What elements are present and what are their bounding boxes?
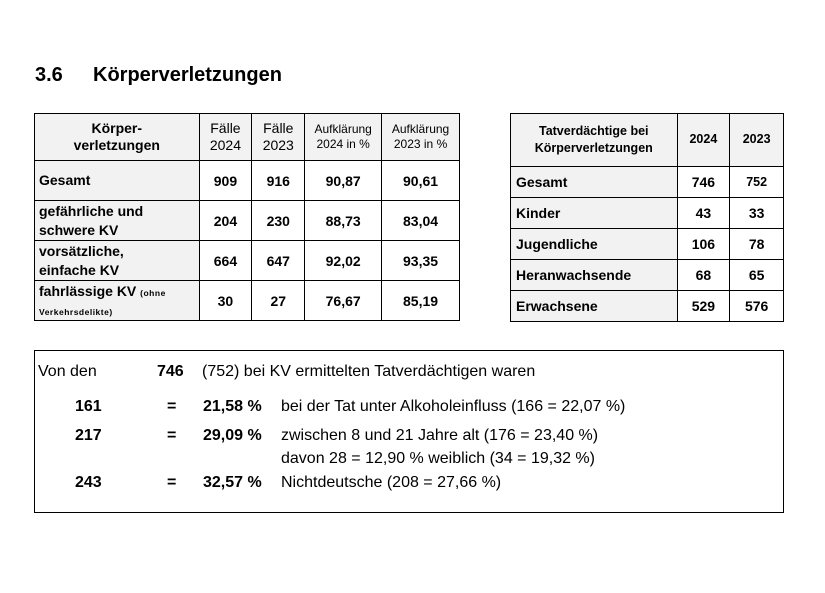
page-title: [35, 64, 282, 87]
header-suspects: Tatverdächtige bei Körperverletzungen: [511, 114, 678, 167]
header-aufklaerung-2023: Aufklärung 2023 in %: [382, 114, 460, 161]
summary-percent: 32,57 %: [203, 474, 262, 491]
cell-2024: 746: [677, 167, 730, 198]
row-label: vorsätzliche, einfache KV: [35, 241, 200, 281]
cell-2024: 529: [677, 291, 730, 322]
summary-intro-label: Von den: [38, 363, 97, 380]
summary-count: 217: [75, 427, 102, 444]
row-label: Erwachsene: [511, 291, 678, 322]
summary-percent: 21,58 %: [203, 398, 262, 415]
summary-count: 161: [75, 398, 102, 415]
cases-table: [34, 113, 460, 321]
table-row: [35, 201, 460, 241]
summary-text: zwischen 8 und 21 Jahre alt (176 = 23,40 %): [281, 427, 599, 444]
cell-aufklaerung-2023: 85,19: [382, 281, 460, 321]
cell-2023: 576: [730, 291, 784, 322]
cell-2024: 43: [677, 198, 730, 229]
cell-faelle-2024: 909: [199, 161, 252, 201]
cell-2023: 65: [730, 260, 784, 291]
header-2024: 2024: [677, 114, 730, 167]
cell-2023: 78: [730, 229, 784, 260]
cell-2024: 106: [677, 229, 730, 260]
header-category: Körper- verletzungen: [35, 114, 200, 161]
cell-faelle-2024: 30: [199, 281, 252, 321]
suspects-table-header: [511, 114, 784, 167]
row-label: Jugendliche: [511, 229, 678, 260]
cell-faelle-2023: 230: [252, 201, 305, 241]
cell-aufklaerung-2024: 90,87: [305, 161, 382, 201]
row-label: Kinder: [511, 198, 678, 229]
table-row: [35, 161, 460, 201]
table-row: [511, 167, 784, 198]
header-aufklaerung-2024: Aufklärung 2024 in %: [305, 114, 382, 161]
table-row: [511, 229, 784, 260]
cell-aufklaerung-2023: 83,04: [382, 201, 460, 241]
table-row: [35, 241, 460, 281]
cell-faelle-2023: 27: [252, 281, 305, 321]
summary-count: 243: [75, 474, 102, 491]
cases-table-header: [35, 114, 460, 161]
section-number: 3.6: [35, 64, 63, 86]
row-label: Gesamt: [35, 161, 200, 201]
header-2023: 2023: [730, 114, 784, 167]
summary-percent: 29,09 %: [203, 427, 262, 444]
summary-text-sub: davon 28 = 12,90 % weiblich (34 = 19,32 %): [281, 450, 595, 467]
summary-box: [34, 350, 784, 513]
cell-aufklaerung-2023: 90,61: [382, 161, 460, 201]
cell-aufklaerung-2023: 93,35: [382, 241, 460, 281]
table-row: [511, 198, 784, 229]
cell-faelle-2024: 204: [199, 201, 252, 241]
cell-aufklaerung-2024: 76,67: [305, 281, 382, 321]
cell-2024: 68: [677, 260, 730, 291]
summary-equals: =: [167, 427, 177, 444]
header-faelle-2023: Fälle 2023: [252, 114, 305, 161]
row-label: fahrlässige KV (ohne Verkehrsdelikte): [35, 281, 200, 321]
cell-faelle-2024: 664: [199, 241, 252, 281]
row-label-note: (ohne: [140, 288, 166, 299]
row-label: Heranwachsende: [511, 260, 678, 291]
summary-text: bei der Tat unter Alkoholeinfluss (166 = 22,07 %): [281, 398, 626, 415]
summary-intro-count: 746: [157, 363, 184, 380]
row-label-note: Verkehrsdelikte): [39, 306, 113, 317]
cell-faelle-2023: 647: [252, 241, 305, 281]
header-faelle-2024: Fälle 2024: [199, 114, 252, 161]
table-row: [511, 291, 784, 322]
row-label: Gesamt: [511, 167, 678, 198]
summary-intro-text: (752) bei KV ermittelten Tatverdächtigen waren: [202, 363, 536, 380]
cell-2023: 752: [730, 167, 784, 198]
summary-equals: =: [167, 398, 177, 415]
cell-faelle-2023: 916: [252, 161, 305, 201]
summary-equals: =: [167, 474, 177, 491]
summary-text: Nichtdeutsche (208 = 27,66 %): [281, 474, 502, 491]
table-row: [35, 281, 460, 321]
cell-2023: 33: [730, 198, 784, 229]
table-row: [511, 260, 784, 291]
row-label: gefährliche und schwere KV: [35, 201, 200, 241]
cell-aufklaerung-2024: 92,02: [305, 241, 382, 281]
section-title: Körperverletzungen: [93, 64, 282, 86]
suspects-table: [510, 113, 784, 322]
cell-aufklaerung-2024: 88,73: [305, 201, 382, 241]
